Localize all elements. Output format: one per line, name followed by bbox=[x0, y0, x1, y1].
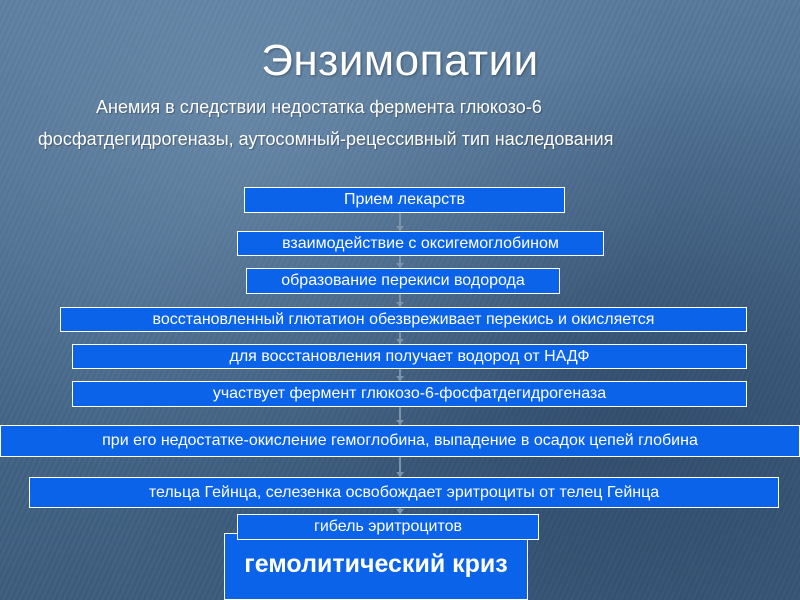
flow-step-hemoglobin-oxidation: при его недостатке-окисление гемоглобина, выпадение в осадок цепей глобина bbox=[0, 425, 800, 457]
subtitle-line-1: Анемия в следствии недостатка фермента глюкозо-6 bbox=[96, 97, 542, 117]
flow-step-nadph-hydrogen: для восстановления получает водород от НАДФ bbox=[72, 344, 747, 369]
flow-step-peroxide-formation: образование перекиси водорода bbox=[246, 268, 560, 294]
flow-step-g6pd-enzyme: участвует фермент глюкозо-6-фосфатдегидрогеназа bbox=[72, 381, 747, 407]
flow-step-heinz-bodies: тельца Гейнца, селезенка освобождает эритроциты от телец Гейнца bbox=[29, 477, 779, 508]
flow-step-hemolytic-crisis: гемолитический криз bbox=[224, 533, 528, 600]
flow-step-drug-intake: Прием лекарств bbox=[244, 187, 565, 213]
slide-title: Энзимопатии bbox=[261, 36, 539, 85]
subtitle-line-2: фосфатдегидрогеназы, аутосомный-рецессивный тип наследования bbox=[38, 129, 614, 149]
flow-step-glutathione-oxidation: восстановленный глютатион обезвреживает перекись и окисляется bbox=[60, 307, 747, 332]
flow-step-erythrocyte-death: гибель эритроцитов bbox=[237, 514, 539, 540]
flow-step-oxyhemoglobin-interaction: взаимодействие с оксигемоглобином bbox=[237, 231, 604, 256]
